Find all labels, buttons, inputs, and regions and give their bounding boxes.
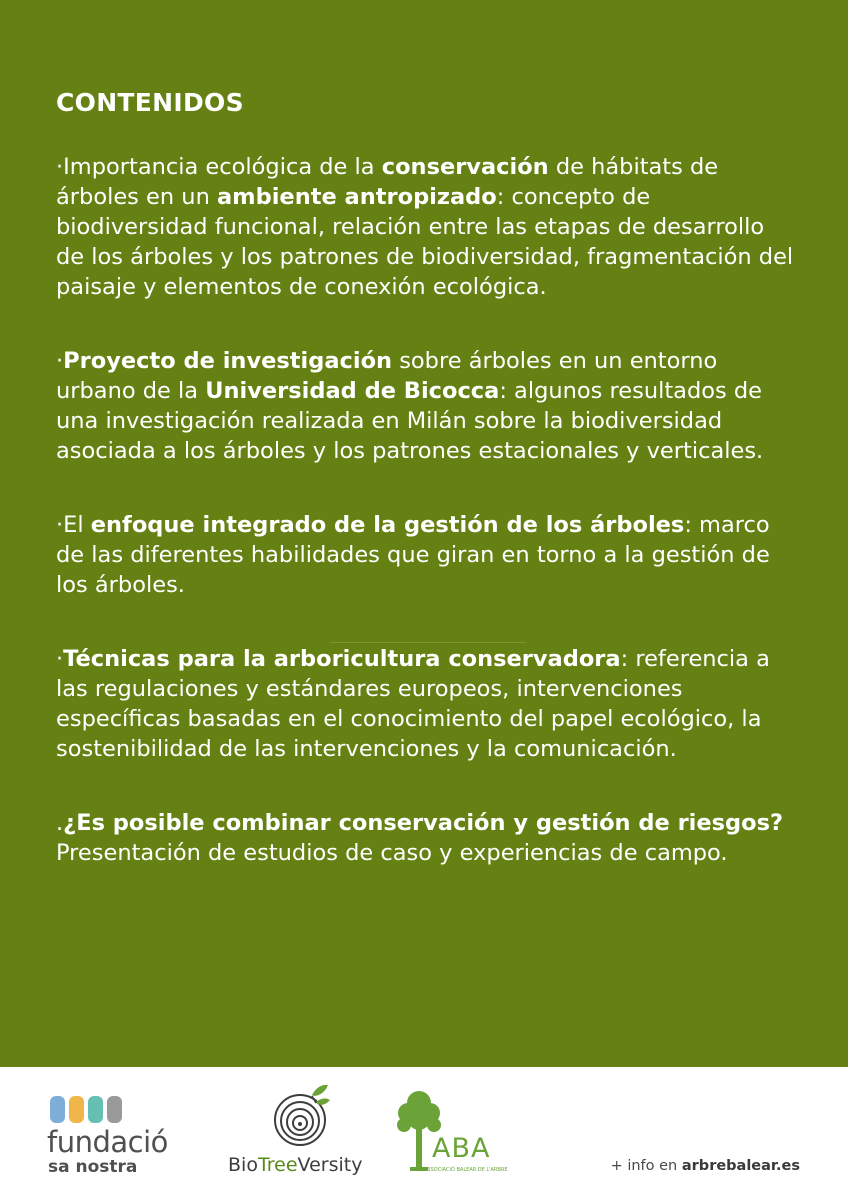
item-text: · bbox=[56, 646, 64, 672]
item-bold: ambiente antropizado bbox=[216, 184, 497, 210]
item-bold: enfoque integrado de la gestión de los árboles bbox=[90, 512, 685, 538]
fundacio-name: fundació bbox=[47, 1125, 168, 1159]
aba-wordmark: ABA bbox=[432, 1133, 491, 1164]
btv-bio: Bio bbox=[228, 1154, 258, 1176]
dot-blue bbox=[50, 1096, 65, 1123]
contents-item-research bbox=[56, 346, 796, 466]
aba-subtitle: ASSOCIACIÓ BALEAR DE L'ARBRE bbox=[424, 1167, 508, 1173]
btv-tree: Tree bbox=[257, 1154, 298, 1176]
fundacio-logo bbox=[47, 1096, 197, 1186]
contents-item-techniques bbox=[56, 644, 796, 764]
item-text: ·El bbox=[56, 512, 91, 538]
fundacio-sub: sa nostra bbox=[48, 1157, 138, 1177]
item-bold: ¿Es posible combinar conservación y gestión de riesgos? bbox=[63, 810, 784, 836]
contents-item-integrated bbox=[56, 510, 796, 600]
contents-item-risks bbox=[56, 808, 796, 868]
item-bold: Universidad de Bicocca bbox=[205, 378, 500, 404]
dot-gray bbox=[107, 1096, 122, 1123]
info-url[interactable]: arbrebalear.es bbox=[681, 1158, 800, 1174]
item-text: sobre árboles en un entorno urbano de la bbox=[56, 348, 718, 404]
item-text: : algunos resultados de una investigación realizada en Milán sobre la biodiversidad asociada a los árboles y los patrones estacionales y verticales. bbox=[56, 378, 764, 464]
biotreeversity-wordmark bbox=[228, 1154, 362, 1176]
info-link[interactable] bbox=[611, 1158, 800, 1174]
aba-logo bbox=[394, 1087, 514, 1183]
btv-versity: Versity bbox=[297, 1154, 363, 1176]
item-text: · bbox=[56, 348, 64, 374]
contents-list bbox=[56, 152, 796, 912]
item-text: Presentación de estudios de caso y experiencias de campo. bbox=[56, 840, 728, 866]
item-text: : referencia a las regulaciones y estándares europeos, intervenciones específicas basadas en el conocimiento del papel ecológico, la sostenibilidad de las intervenciones y la comunicación. bbox=[56, 646, 770, 762]
item-bold: Proyecto de investigación bbox=[63, 348, 393, 374]
footer bbox=[0, 1067, 848, 1200]
biotreeversity-logo bbox=[224, 1082, 372, 1182]
contents-item-conservation bbox=[56, 152, 796, 302]
item-text: . bbox=[56, 810, 64, 836]
item-bold: Técnicas para la arboricultura conservadora bbox=[63, 646, 621, 672]
divider-line bbox=[330, 642, 526, 643]
item-bold: conservación bbox=[381, 154, 549, 180]
item-text: de hábitats de árboles en un bbox=[56, 154, 719, 210]
fundacio-dots-icon bbox=[50, 1096, 197, 1123]
item-text: ·Importancia ecológica de la bbox=[56, 154, 382, 180]
item-text: : marco de las diferentes habilidades que giran en torno a la gestión de los árboles. bbox=[56, 512, 770, 598]
info-prefix: + info en bbox=[610, 1158, 682, 1174]
dot-teal bbox=[88, 1096, 103, 1123]
page-title: CONTENIDOS bbox=[56, 88, 244, 117]
item-text: : concepto de biodiversidad funcional, relación entre las etapas de desarrollo de los árboles y los patrones de biodiversidad, fragmentación del paisaje y elementos de conexión ecológica. bbox=[56, 184, 794, 300]
dot-orange bbox=[69, 1096, 84, 1123]
tree-rings-icon bbox=[272, 1082, 332, 1148]
